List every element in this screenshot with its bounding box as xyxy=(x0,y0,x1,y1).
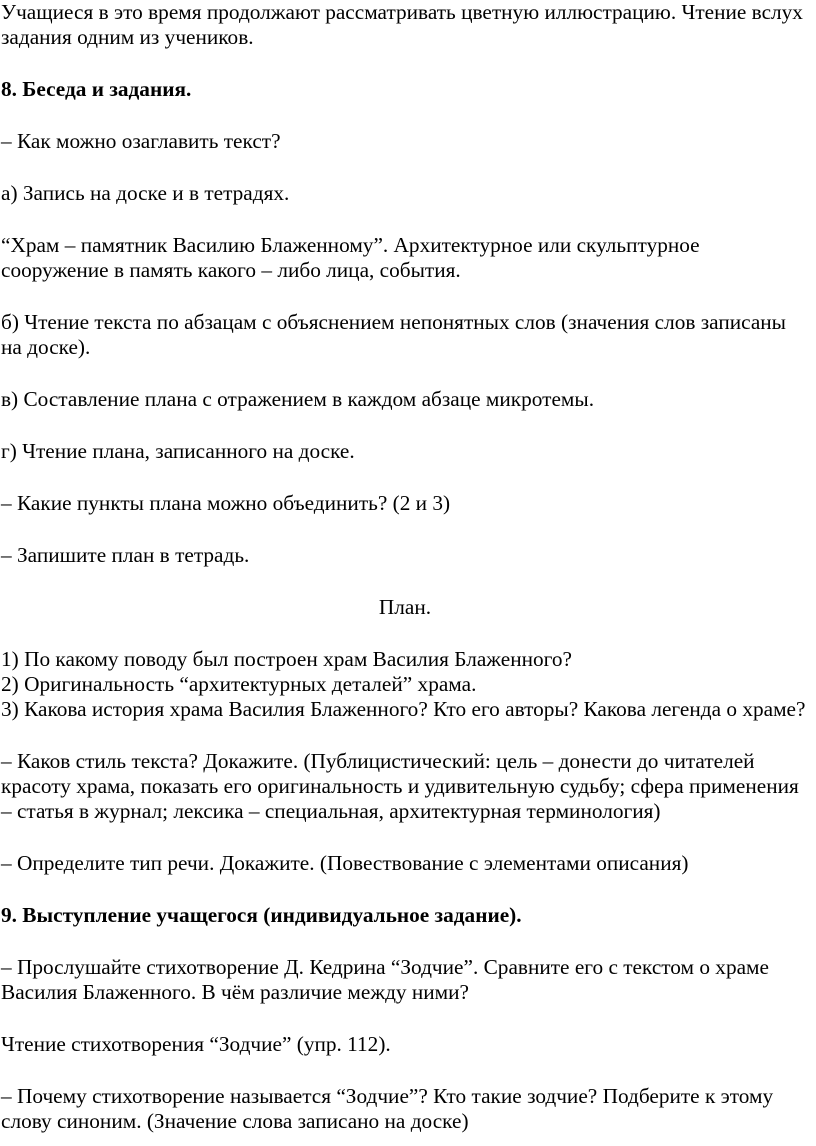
task-v: в) Составление плана с отражением в каждом абзаце микротемы. xyxy=(1,387,595,411)
question-title: – Как можно озаглавить текст? xyxy=(1,129,281,153)
plan-heading: План. xyxy=(378,595,432,619)
question-why: – Почему стихотворение называется “Зодчие”? Кто такие зодчие? Подберите к этому слову синоним. (Значение слова записано на доске) xyxy=(1,1084,774,1133)
section-heading-8: 8. Беседа и задания. xyxy=(1,77,192,101)
section-heading-9: 9. Выступление учащегося (индивидуальное задание). xyxy=(1,903,522,927)
plan-item-1: 1) По какому поводу был построен храм Василия Блаженного? xyxy=(1,647,572,671)
question-poem: – Прослушайте стихотворение Д. Кедрина “Зодчие”. Сравните его с текстом о храме Василия Блаженного. В чём различие между ними? xyxy=(1,955,769,1004)
temple-quote: “Храм – памятник Василию Блаженному”. Архитектурное или скульптурное сооружение в память какого – либо лица, события. xyxy=(1,233,700,282)
poem-reading: Чтение стихотворения “Зодчие” (упр. 112). xyxy=(1,1032,391,1056)
intro-paragraph: Учащиеся в это время продолжают рассматривать цветную иллюстрацию. Чтение вслух задания одним из учеников. xyxy=(1,0,803,49)
question-combine: – Какие пункты плана можно объединить? (2 и 3) xyxy=(1,491,451,515)
task-b: б) Чтение текста по абзацам с объяснением непонятных слов (значения слов записаны на доске). xyxy=(1,310,786,359)
question-write: – Запишите план в тетрадь. xyxy=(1,543,250,567)
question-speech-type: – Определите тип речи. Докажите. (Повествование с элементами описания) xyxy=(1,851,689,875)
plan-item-2: 2) Оригинальность “архитектурных деталей” храма. xyxy=(1,672,477,696)
question-style: – Каков стиль текста? Докажите. (Публицистический: цель – донести до читателей красоту храма, показать его оригинальность и удивительную судьбу; сфера применения – статья в журнал; лексика – специальная, архитектурная терминология) xyxy=(1,749,799,823)
task-a: а) Запись на доске и в тетрадях. xyxy=(1,181,290,205)
plan-item-3: 3) Какова история храма Василия Блаженного? Кто его авторы? Какова легенда о храме? xyxy=(1,697,806,721)
task-g: г) Чтение плана, записанного на доске. xyxy=(1,439,355,463)
